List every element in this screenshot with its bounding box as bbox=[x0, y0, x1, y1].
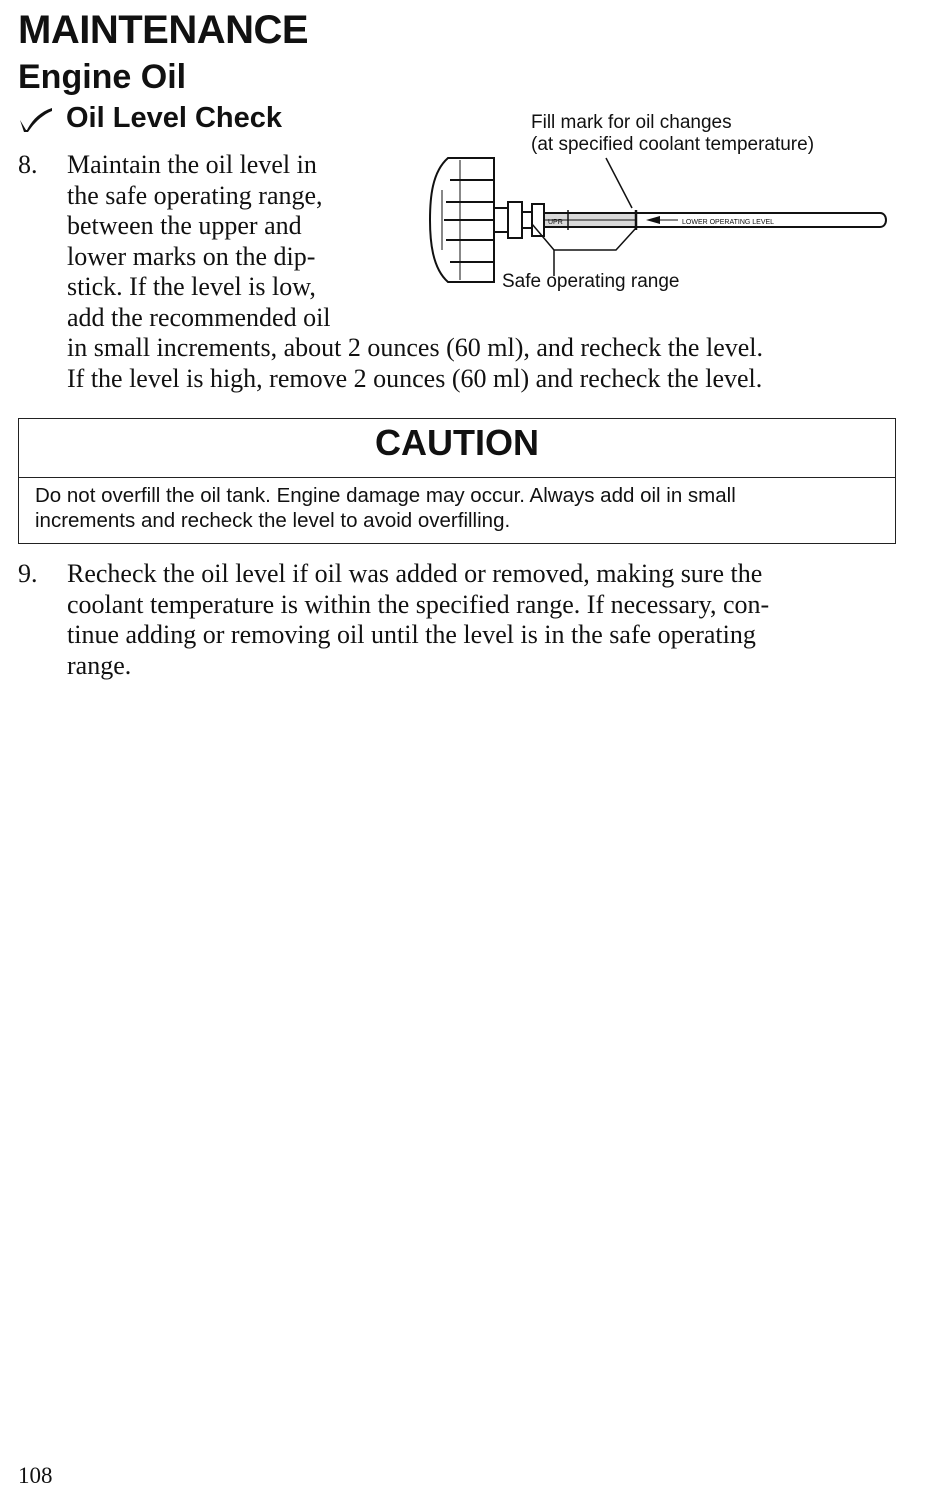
text-line: Maintain the oil level in bbox=[67, 150, 317, 179]
step-text bbox=[67, 559, 769, 681]
text-line: add the recommended oil bbox=[67, 302, 331, 332]
caution-text bbox=[35, 483, 885, 533]
text-line: range. bbox=[67, 650, 132, 680]
text-line: stick. If the level is low, bbox=[67, 272, 316, 301]
text-line: in small increments, about 2 ounces (60 ml), and recheck the level. bbox=[67, 333, 763, 362]
dipstick-lower-mark: LOWER OPERATING LEVEL bbox=[682, 219, 775, 226]
topic-title: Oil Level Check bbox=[66, 102, 282, 134]
step-number: 8. bbox=[18, 150, 38, 179]
text-line: If the level is high, remove 2 ounces (60 ml) and recheck the level. bbox=[67, 363, 763, 393]
text-line: between the upper and bbox=[67, 211, 302, 240]
topic-heading bbox=[18, 102, 282, 135]
dipstick-cap bbox=[430, 158, 544, 282]
text-line: Recheck the oil level if oil was added or removed, making sure the bbox=[67, 559, 763, 588]
page-number: 108 bbox=[18, 1463, 53, 1488]
text-line: tinue adding or removing oil until the level is in the safe operating bbox=[67, 620, 756, 649]
caution-line: Do not overfill the oil tank. Engine damage may occur. Always add oil in small bbox=[35, 484, 736, 507]
text-line: coolant temperature is within the specified range. If necessary, con- bbox=[67, 589, 770, 619]
caution-box bbox=[18, 418, 896, 544]
text-line: lower marks on the dip- bbox=[67, 241, 316, 271]
subsection-title: Engine Oil bbox=[18, 58, 187, 96]
step-number: 9. bbox=[18, 559, 38, 588]
dipstick-upper-mark: UPR bbox=[548, 219, 563, 226]
check-mark-icon bbox=[18, 106, 54, 132]
section-title: MAINTENANCE bbox=[18, 8, 309, 52]
fill-mark-label-line: (at specified coolant temperature) bbox=[531, 134, 815, 155]
caution-line: increments and recheck the level to avoid overfilling. bbox=[35, 509, 511, 532]
text-line: the safe operating range, bbox=[67, 180, 323, 210]
dipstick-illustration bbox=[420, 150, 900, 290]
safe-range-label: Safe operating range bbox=[502, 271, 680, 292]
fill-mark-label-line: Fill mark for oil changes bbox=[531, 112, 732, 133]
caution-title: CAUTION bbox=[19, 419, 895, 478]
